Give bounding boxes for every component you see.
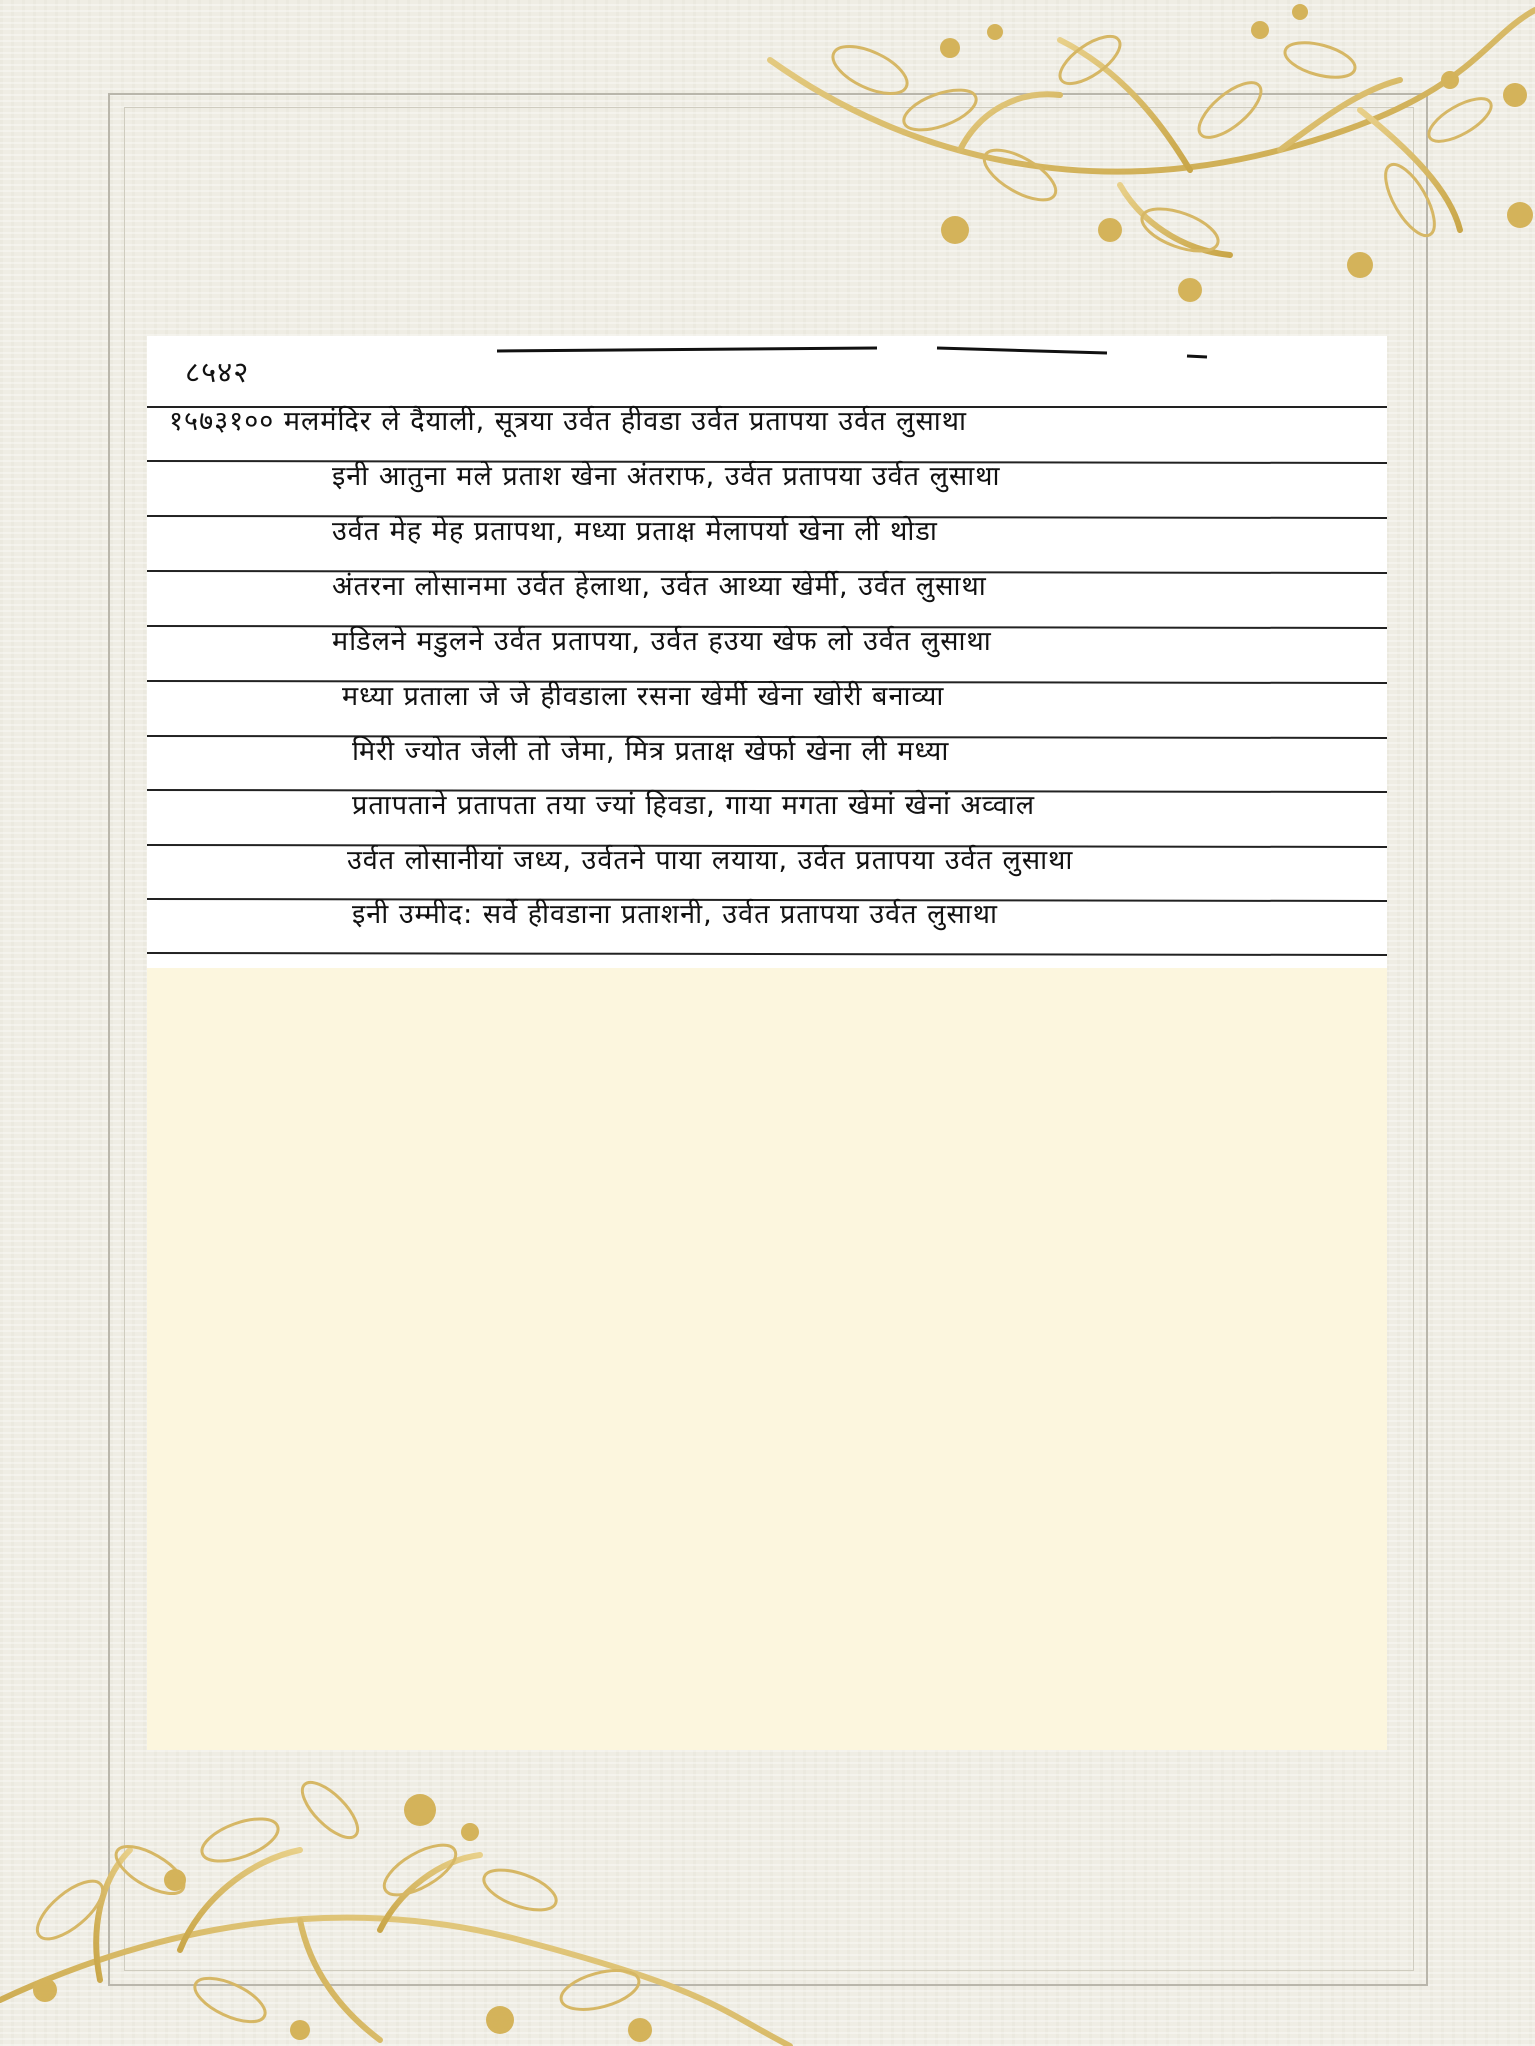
handwritten-letter-page: [147, 336, 1387, 968]
letter-line-8: प्रतापताने प्रतापता तया ज्यां हिवडा, गाया मगता खेमां खेनां अव्वाल: [352, 790, 1036, 821]
letter-line-9: उर्वत लोसानीयां जध्य, उर्वतने पाया लयाया, उर्वत प्रतापया उर्वत लुसाथा: [347, 845, 1074, 876]
floral-ornament-top-right: [760, 0, 1535, 310]
letter-line-1: १५७३१०० मलमंदिर ले दैयाली, सूत्रया उर्वत हीवडा उर्वत प्रतापया उर्वत लुसाथा: [169, 406, 967, 437]
letter-line-10: इनी उम्मीद: सर्वे हीवडाना प्रताशनी, उर्वत प्रतापया उर्वत लुसाथा: [352, 899, 998, 930]
letter-line-6: मध्या प्रताला जे जे हीवडाला रसना खेर्मी खेना खोरी बनाव्या: [342, 681, 945, 712]
letter-line-4: अंतरना लोसानमा उर्वत हेलाथा, उर्वत आथ्या खेर्मी, उर्वत लुसाथा: [332, 571, 987, 602]
floral-ornament-bottom-left: [0, 1780, 800, 2046]
letter-line-7: मिरी ज्योत जेली तो जेमा, मित्र प्रताक्ष खेर्फा खेना ली मध्या: [352, 736, 950, 767]
cream-panel: [147, 968, 1387, 1750]
letter-date: ८५४२: [185, 355, 250, 389]
letter-line-3: उर्वत मेह मेह प्रतापथा, मध्या प्रताक्ष मेलापर्या खेना ली थोडा: [332, 516, 938, 547]
letter-line-2: इनी आतुना मले प्रताश खेना अंतराफ, उर्वत प्रतापया उर्वत लुसाथा: [332, 461, 1001, 492]
letter-line-5: मडिलने मडुलने उर्वत प्रतापया, उर्वत हउया खेफ लो उर्वत लुसाथा: [332, 626, 992, 657]
